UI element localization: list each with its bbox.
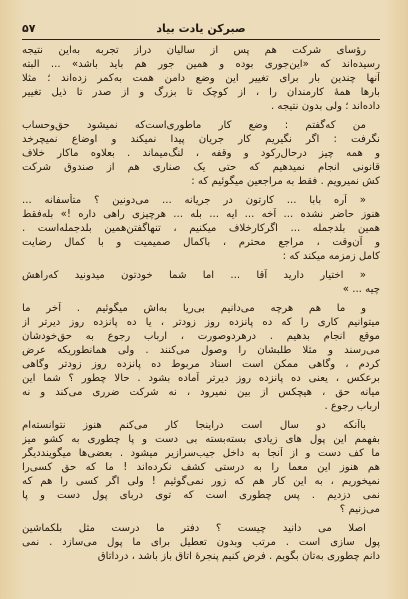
text-line: میانه حق ، هیچکس از بین نمیرود ، نه شرکت ضرری می‌کند و نه bbox=[22, 387, 380, 398]
text-line: باآنکه دو سال است دراینجا کار می‌کنم هنوز نتوانسته‌ام bbox=[22, 420, 366, 431]
text-line: بارها همهٔ کارمندان را ، از کوچک تا بزرگ و از صدر تا ذیل تغییر bbox=[22, 87, 380, 98]
paragraph bbox=[22, 419, 380, 517]
text-line: میتوانیم کاری را که ده‌ پانزده روز زودتر ، یا ده پانزده روز دیرتر از bbox=[22, 317, 380, 328]
page-header bbox=[22, 22, 380, 38]
text-line: هم هنوز این معما را به درستی کشف نکرده‌اند ! ما که حق کسی‌را bbox=[22, 462, 380, 473]
text-line: « اختیار دارید آقا ... اما شما خودتون میدونید که‌راهش bbox=[22, 270, 366, 281]
text-line: نگرفت : اگر نگیریم کار جریان پیدا نمیکند و اوضاع نمیچرخد bbox=[22, 134, 380, 145]
text-line: رؤسای شرکت هم پس از سالیان دراز تجربه به‌این نتیجه bbox=[22, 45, 366, 56]
paragraph bbox=[22, 194, 380, 264]
text-line: ارباب رجوع . bbox=[324, 401, 380, 412]
paragraph bbox=[22, 119, 380, 189]
text-line: کامل زمزمه میکند که : bbox=[282, 251, 380, 262]
text-line: داده‌اند ؛ ولی بدون نتیجه . bbox=[270, 101, 380, 112]
text-line: من که‌گفتم : وضع کار ماطوری‌است‌که نمیشود حق‌وحساب bbox=[22, 120, 366, 131]
text-line: موقع انجام بدهیم . درهردوصورت ، ارباب رجوع به حق‌خودشان bbox=[22, 331, 380, 342]
text-line: دانم چطوری به‌تان بگویم . فرض کنیم پنجرهٔ اتاق باز باشد ، درداتاق bbox=[97, 551, 380, 562]
running-title: صبرکن یادت بیاد bbox=[156, 22, 246, 35]
text-line: کش نمیرویم . فقط به مراجعین میگوئیم که : bbox=[191, 176, 380, 187]
text-line: می‌رسند و مثلا طلبشان را وصول می‌کنند . ولی همانطوریکه عرض bbox=[22, 345, 380, 356]
text-line: « آره بابا ... کارتون در جریانه ... می‌دونین ؟ متأسفانه ... bbox=[22, 195, 366, 206]
text-line: رسیده‌اند که «این‌جوری بوده و همین جور هم باید باشد» ... البته bbox=[22, 59, 380, 70]
text-line: همین بلدجمله ... اگرکارخلاف میکنیم ، تنهاگفتن‌همین بلدجمله‌است . bbox=[22, 223, 380, 234]
paragraph bbox=[22, 302, 380, 414]
text-line: قانونی انجام نمیدهیم که حتی یک صناری هم از صندوق شرکت bbox=[22, 162, 380, 173]
page-body bbox=[22, 44, 380, 591]
text-line: پول سازی است . مرتب وبدون تعطیل برای ما پول می‌سازد . نمی bbox=[22, 537, 380, 548]
paragraph bbox=[22, 44, 380, 114]
page-number: ۵۷ bbox=[22, 22, 36, 35]
header-rule bbox=[22, 39, 380, 40]
text-line: و آن‌وقت ، مراجع محترم ، باکمال صمیمیت و با کمال رضایت bbox=[22, 237, 380, 248]
text-line: برعکس ، یعنی ده پانزده روز دیرتر آماده بشود . حالا چطور ؟ شما این bbox=[22, 373, 380, 384]
text-line: و ما هم هرچه می‌دانیم بی‌ریا به‌اش میگوئیم . آخر ما bbox=[22, 303, 366, 314]
text-line: آنها چندین بار برای تغییر این وضع دامن همت به‌کمر زده‌اند ؛ مثلا bbox=[22, 73, 380, 84]
text-line: بفهمم این پول های زیادی بسته‌بسته بی دست و پا چطوری به کشو میز bbox=[22, 434, 380, 445]
text-line: می‌زنیم ؟ bbox=[339, 504, 380, 515]
text-line: چیه ... » bbox=[342, 284, 380, 295]
text-line: نمیخوریم ، به این کار هم که زور نمی‌گوئیم ! ولی اگر کسی را هم که bbox=[22, 476, 380, 487]
paragraph bbox=[22, 522, 380, 564]
paragraph bbox=[22, 269, 380, 297]
text-line: اصلا می دانید چیست ؟ دفتر ما درست مثل بلکماشین bbox=[22, 523, 366, 534]
text-line: ما کف دست و از آنجا به داخل جیب‌سرازیر میشود . بعضی‌ها میگویند‌دیگر bbox=[22, 448, 380, 459]
text-line: نمی دزدیم . پس چطوری است که توی دربای پول دست و پا bbox=[22, 490, 380, 501]
text-line: و همه چیز درحال‌رکود و وقفه ، لنگ‌میماند . بعلاوه ماکار خلاف bbox=[22, 148, 380, 159]
text-line: کردم ، وگاهی ممکن است اسناد مربوط ده پانزده روز زودتر وگاهی bbox=[22, 359, 380, 370]
text-line: هنوز حاضر نشده ... آخه ... ایه ... بله ... هرچیزی راهی داره !» بله‌فقط bbox=[22, 209, 380, 220]
